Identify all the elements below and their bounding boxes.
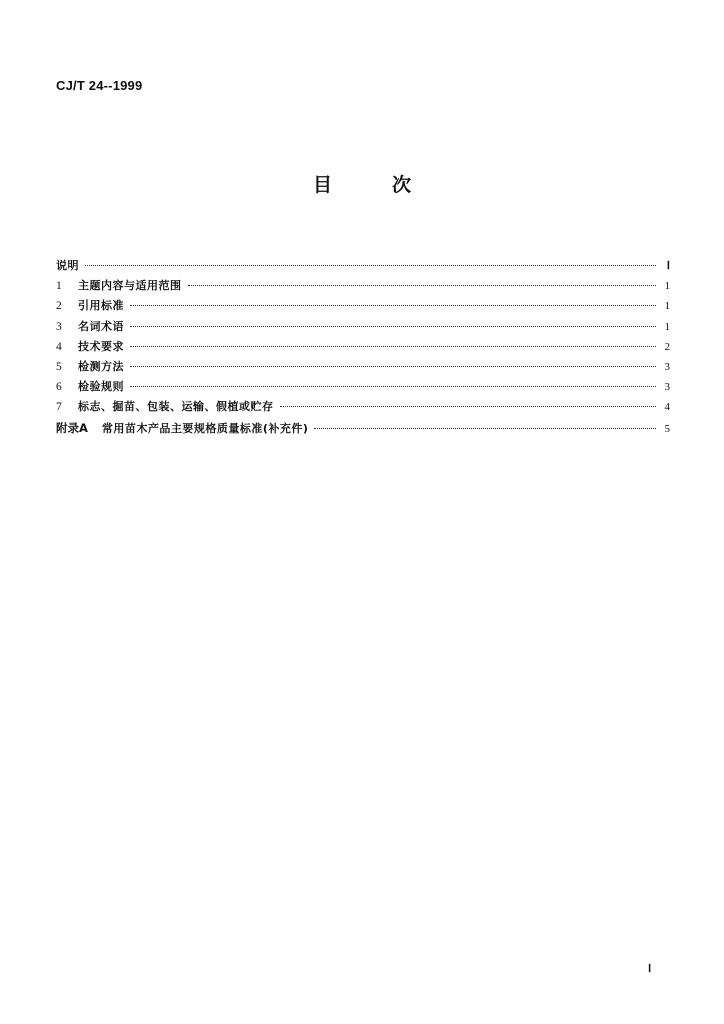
table-of-contents bbox=[56, 256, 670, 438]
toc-title: 目次 bbox=[312, 174, 471, 196]
toc-entry-label: 检验规则 bbox=[78, 380, 124, 394]
standard-code: CJ/T 24--1999 bbox=[56, 78, 143, 93]
dot-leader bbox=[85, 265, 656, 266]
toc-entry-label: 名词术语 bbox=[78, 319, 124, 333]
dot-leader bbox=[130, 386, 656, 387]
toc-entry-page: 4 bbox=[664, 401, 670, 414]
toc-entry-page: 1 bbox=[664, 300, 670, 313]
toc-entry-page: Ⅰ bbox=[666, 260, 670, 272]
toc-entry-page: 2 bbox=[664, 340, 670, 353]
toc-entry-number: 2 bbox=[56, 300, 62, 313]
toc-entry-5[interactable] bbox=[56, 357, 670, 377]
toc-entry-label: 说明 bbox=[56, 259, 79, 272]
toc-entry-label: 标志、掘苗、包装、运输、假植或贮存 bbox=[78, 400, 274, 414]
toc-entry-4[interactable] bbox=[56, 337, 670, 357]
toc-entry-page: 3 bbox=[664, 381, 670, 394]
toc-entry-number: 4 bbox=[56, 340, 62, 353]
toc-entry-7[interactable] bbox=[56, 397, 670, 417]
dot-leader bbox=[188, 285, 657, 286]
dot-leader bbox=[130, 305, 656, 306]
toc-entry-page: 5 bbox=[664, 422, 670, 435]
dot-leader bbox=[130, 326, 656, 327]
toc-entry-page: 3 bbox=[664, 360, 670, 373]
toc-entry-label: 常用苗木产品主要规格质量标准(补充件) bbox=[101, 421, 309, 435]
toc-entry-number: 7 bbox=[56, 401, 62, 414]
toc-entry-3[interactable] bbox=[56, 317, 670, 337]
dot-leader bbox=[280, 406, 657, 407]
page-number: Ⅰ bbox=[648, 963, 652, 975]
toc-entry-label: 技术要求 bbox=[78, 339, 124, 353]
toc-entry-1[interactable] bbox=[56, 276, 670, 296]
toc-entry-number: 1 bbox=[56, 280, 62, 293]
dot-leader bbox=[314, 428, 656, 429]
toc-entry-label: 引用标准 bbox=[78, 299, 124, 313]
toc-entry-number: 6 bbox=[56, 381, 62, 394]
dot-leader bbox=[130, 366, 656, 367]
toc-entry-label: 主题内容与适用范围 bbox=[78, 279, 182, 293]
toc-entry-page: 1 bbox=[664, 320, 670, 333]
toc-entry-page: 1 bbox=[664, 280, 670, 293]
toc-entry-number: 附录A bbox=[56, 420, 88, 435]
toc-entry-6[interactable] bbox=[56, 377, 670, 397]
dot-leader bbox=[130, 346, 656, 347]
toc-entry-label: 检测方法 bbox=[78, 359, 124, 373]
toc-entry-appendix-a[interactable] bbox=[56, 418, 670, 438]
toc-entry-2[interactable] bbox=[56, 296, 670, 316]
toc-entry-number: 5 bbox=[56, 360, 62, 373]
toc-entry-number: 3 bbox=[56, 320, 62, 333]
toc-entry-explanation[interactable] bbox=[56, 256, 670, 276]
